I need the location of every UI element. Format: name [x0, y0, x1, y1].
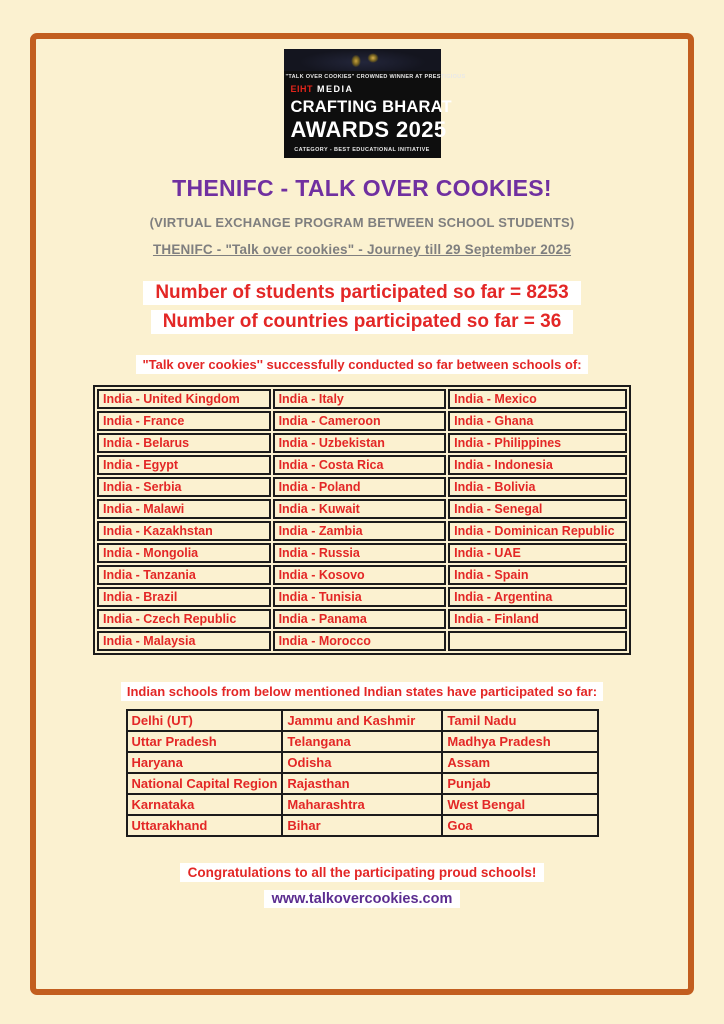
table-row — [97, 565, 627, 585]
program-subtitle: (VIRTUAL EXCHANGE PROGRAM BETWEEN SCHOOL STUDENTS) — [149, 215, 575, 230]
award-ceremony-photo — [284, 49, 441, 71]
table-cell: India - Costa Rica — [273, 455, 447, 475]
table-cell: National Capital Region — [127, 773, 283, 794]
table-cell: India - Zambia — [273, 521, 447, 541]
table-cell: Maharashtra — [282, 794, 442, 815]
table-cell: Uttar Pradesh — [127, 731, 283, 752]
table-row — [127, 773, 598, 794]
congratulations-line: Congratulations to all the participating proud schools! — [180, 863, 545, 882]
table-cell: India - Serbia — [97, 477, 271, 497]
media-logo-word: MEDIA — [317, 84, 354, 94]
table-cell: India - Argentina — [448, 587, 627, 607]
website-link[interactable]: www.talkovercookies.com — [264, 890, 461, 908]
table-cell: India - Panama — [273, 609, 447, 629]
countries-table — [93, 385, 631, 655]
participation-stats — [143, 281, 580, 334]
table-cell: India - Senegal — [448, 499, 627, 519]
table-cell: India - Ghana — [448, 411, 627, 431]
table-cell: India - United Kingdom — [97, 389, 271, 409]
table-cell: India - Morocco — [273, 631, 447, 651]
table-cell: India - Indonesia — [448, 455, 627, 475]
table-cell: Madhya Pradesh — [442, 731, 597, 752]
table-cell: Bihar — [282, 815, 442, 836]
table-row — [127, 752, 598, 773]
table-cell: India - France — [97, 411, 271, 431]
media-logo-icon: EIHT — [290, 84, 314, 94]
table-cell: India - Kosovo — [273, 565, 447, 585]
table-cell: Karnataka — [127, 794, 283, 815]
table-row — [97, 543, 627, 563]
banner-badge-line: "TALK OVER COOKIES" CROWNED WINNER AT PRESTIGIOUS — [285, 74, 466, 80]
table-row — [127, 710, 598, 731]
table-row — [127, 731, 598, 752]
table-cell: India - Tunisia — [273, 587, 447, 607]
table-cell: India - Belarus — [97, 433, 271, 453]
table-cell: India - Philippines — [448, 433, 627, 453]
media-logo-row — [284, 82, 441, 94]
table-cell: Delhi (UT) — [127, 710, 283, 731]
table-cell: Haryana — [127, 752, 283, 773]
page-title: THENIFC - TALK OVER COOKIES! — [172, 175, 552, 201]
table-cell: India - Poland — [273, 477, 447, 497]
table-cell: Tamil Nadu — [442, 710, 597, 731]
table-cell: India - UAE — [448, 543, 627, 563]
table-cell: India - Mongolia — [97, 543, 271, 563]
table-row — [97, 455, 627, 475]
table-cell: Assam — [442, 752, 597, 773]
table-cell: Goa — [442, 815, 597, 836]
award-name-line1: CRAFTING BHARAT — [290, 98, 452, 116]
table-row — [97, 587, 627, 607]
table-row — [97, 631, 627, 651]
table-row — [97, 499, 627, 519]
table-cell: Odisha — [282, 752, 442, 773]
table-cell: India - Spain — [448, 565, 627, 585]
table-cell: India - Czech Republic — [97, 609, 271, 629]
states-table — [126, 709, 599, 837]
table-cell: Rajasthan — [282, 773, 442, 794]
table-row — [97, 389, 627, 409]
table-cell: India - Tanzania — [97, 565, 271, 585]
table-cell: India - Malaysia — [97, 631, 271, 651]
table-cell: India - Italy — [273, 389, 447, 409]
table-row — [97, 609, 627, 629]
countries-count-line: Number of countries participated so far = 36 — [151, 310, 574, 334]
table-cell: India - Kazakhstan — [97, 521, 271, 541]
award-category-line: CATEGORY - BEST EDUCATIONAL INITIATIVE — [294, 147, 430, 153]
table-cell: India - Bolivia — [448, 477, 627, 497]
table-cell — [448, 631, 627, 651]
states-table-heading: Indian schools from below mentioned Indian states have participated so far: — [121, 682, 603, 701]
table-cell: India - Brazil — [97, 587, 271, 607]
table-row — [97, 433, 627, 453]
journey-line: THENIFC - "Talk over cookies" - Journey till 29 September 2025 — [152, 242, 572, 257]
table-cell: Jammu and Kashmir — [282, 710, 442, 731]
table-cell: India - Russia — [273, 543, 447, 563]
table-cell: India - Kuwait — [273, 499, 447, 519]
award-banner — [284, 49, 466, 158]
table-cell: Punjab — [442, 773, 597, 794]
table-cell: West Bengal — [442, 794, 597, 815]
students-count-line: Number of students participated so far = 8253 — [143, 281, 580, 305]
countries-table-heading: "Talk over cookies'' successfully conducted so far between schools of: — [136, 355, 587, 374]
table-cell: Telangana — [282, 731, 442, 752]
table-row — [127, 794, 598, 815]
table-row — [97, 477, 627, 497]
table-cell: India - Cameroon — [273, 411, 447, 431]
table-row — [97, 521, 627, 541]
table-cell: India - Uzbekistan — [273, 433, 447, 453]
table-cell: India - Malawi — [97, 499, 271, 519]
table-row — [127, 815, 598, 836]
table-cell: India - Finland — [448, 609, 627, 629]
table-row — [97, 411, 627, 431]
table-cell: India - Dominican Republic — [448, 521, 627, 541]
table-cell: India - Mexico — [448, 389, 627, 409]
award-name-line2: AWARDS 2025 — [290, 117, 447, 142]
table-cell: India - Egypt — [97, 455, 271, 475]
table-cell: Uttarakhand — [127, 815, 283, 836]
